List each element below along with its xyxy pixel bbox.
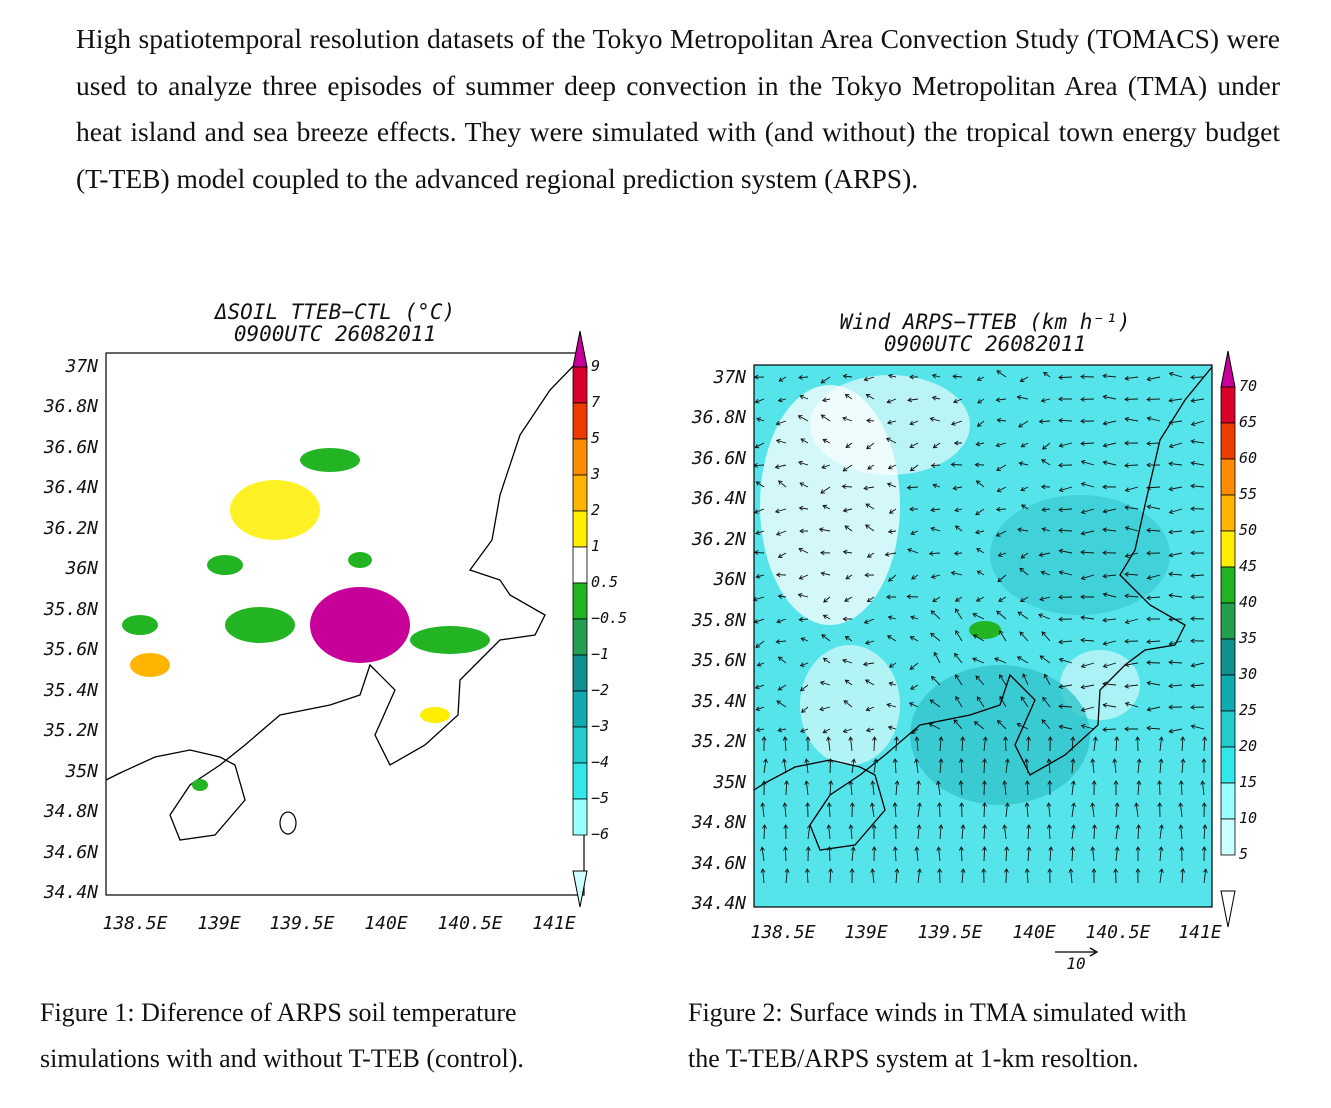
colorbar-label: 15 xyxy=(1239,773,1258,791)
figure-1-y-tick: 35.8N xyxy=(43,599,98,620)
wind-vector xyxy=(764,825,765,839)
figure-1-y-tick: 34.8N xyxy=(43,801,98,822)
colorbar-label: 40 xyxy=(1239,593,1258,611)
colorbar-segment xyxy=(573,403,587,439)
figure-2-y-tick: 36N xyxy=(713,569,746,590)
figure-2-x-tick: 139E xyxy=(844,922,888,943)
figure-1-y-tick: 36.6N xyxy=(43,437,98,458)
colorbar-label: −5 xyxy=(591,789,610,807)
figure-2-y-tick: 35.4N xyxy=(691,691,746,712)
colorbar-label: 20 xyxy=(1239,737,1258,755)
wind-vector xyxy=(939,803,940,817)
colorbar-segment xyxy=(1221,783,1235,819)
colorbar-segment xyxy=(1221,603,1235,639)
colorbar-segment xyxy=(573,475,587,511)
colorbar-segment xyxy=(1221,423,1235,459)
figure-2-caption-line-1: Figure 2: Surface winds in TMA simulated with xyxy=(688,998,1187,1027)
colorbar-label: 55 xyxy=(1239,485,1258,503)
wind-vector xyxy=(1159,781,1160,795)
colorbar-segment xyxy=(573,655,587,691)
figure-2-plot xyxy=(680,305,1300,975)
figure-1-y-tick: 35N xyxy=(65,761,98,782)
colorbar-label: 1 xyxy=(591,537,601,555)
colorbar-segment xyxy=(1221,639,1235,675)
colorbar-label: 50 xyxy=(1239,521,1258,539)
figure-1-plot xyxy=(30,295,650,945)
figure-1-y-tick: 36.8N xyxy=(43,396,98,417)
figure-1-colorbar xyxy=(573,331,627,907)
colorbar-label: 10 xyxy=(1239,809,1258,827)
colorbar-segment xyxy=(1221,387,1235,423)
colorbar-label: 0.5 xyxy=(591,573,619,591)
figure-1 xyxy=(30,295,650,945)
figure-2-reference-vector-label: 10 xyxy=(1066,954,1086,973)
colorbar-label: 70 xyxy=(1239,377,1258,395)
colorbar-label: 7 xyxy=(591,393,601,411)
colorbar-label: 60 xyxy=(1239,449,1258,467)
figure-1-subtitle: 0900UTC 26082011 xyxy=(233,322,437,346)
figure-2-y-tick: 36.4N xyxy=(691,488,746,509)
figure-2-x-tick: 140.5E xyxy=(1085,922,1151,943)
figure-2-y-tick: 37N xyxy=(713,367,746,388)
figure-1-y-tick: 36.4N xyxy=(43,477,98,498)
figure-1-y-tick: 36N xyxy=(65,558,98,579)
colorbar-segment xyxy=(1221,531,1235,567)
figure-2-title: Wind ARPS−TTEB (km h⁻¹) xyxy=(839,310,1131,334)
figure-2-y-tick: 36.8N xyxy=(691,407,746,428)
figure-1-x-tick: 140.5E xyxy=(437,913,503,934)
colorbar-segment xyxy=(573,619,587,655)
colorbar-segment xyxy=(1221,747,1235,783)
wind-vector xyxy=(984,781,985,795)
colorbar-label: 9 xyxy=(591,357,601,375)
figure-2-y-tick: 35.6N xyxy=(691,650,746,671)
figure-2-y-tick: 36.6N xyxy=(691,448,746,469)
figure-2-caption xyxy=(688,990,1187,1082)
colorbar-bottom-triangle xyxy=(1221,891,1235,927)
figure-2-y-tick: 35N xyxy=(713,772,746,793)
colorbar-segment xyxy=(573,727,587,763)
figure-2-x-tick: 139.5E xyxy=(917,922,983,943)
colorbar-label: 5 xyxy=(591,429,601,447)
colorbar-segment xyxy=(573,763,587,799)
abstract-text: High spatiotemporal resolution datasets of the Tokyo Metropolitan Area Convection Study (TOMACS) were used to analyze three episodes of summer deep convection in the Tokyo Metropolitan Area (TMA) under heat island and sea breeze effects. They were simulated with (and without) the tropical town energy budget (T-TEB) model coupled to the advanced regional prediction system (ARPS). xyxy=(76,23,1280,194)
figure-1-y-tick: 34.4N xyxy=(43,882,98,903)
figure-2 xyxy=(680,305,1300,975)
colorbar-label: 2 xyxy=(591,501,601,519)
colorbar-label: −0.5 xyxy=(591,609,628,627)
colorbar-segment xyxy=(573,439,587,475)
colorbar-label: −6 xyxy=(591,825,610,843)
figure-1-caption xyxy=(40,990,524,1082)
colorbar-top-triangle xyxy=(573,331,587,367)
figure-1-y-tick: 35.6N xyxy=(43,639,98,660)
colorbar-label: 3 xyxy=(591,465,601,483)
wind-vector xyxy=(984,847,985,861)
figure-1-x-tick: 138.5E xyxy=(102,913,168,934)
colorbar-segment xyxy=(1221,495,1235,531)
colorbar-label: −2 xyxy=(591,681,610,699)
wind-vector xyxy=(1147,662,1160,663)
figure-1-x-tick: 141E xyxy=(532,913,576,934)
colorbar-segment xyxy=(573,511,587,547)
figure-1-y-axis xyxy=(43,356,98,903)
figure-2-y-tick: 36.2N xyxy=(691,529,746,550)
colorbar-segment xyxy=(1221,459,1235,495)
colorbar-segment xyxy=(573,583,587,619)
figure-1-caption-line-2: simulations with and without T-TEB (control). xyxy=(40,1044,524,1073)
figure-2-y-tick: 35.2N xyxy=(691,731,746,752)
wind-vector xyxy=(1006,869,1007,883)
colorbar-label: −1 xyxy=(591,645,610,663)
figure-2-caption-line-2: the T-TEB/ARPS system at 1-km resoltion. xyxy=(688,1044,1139,1073)
wind-vector xyxy=(874,737,875,751)
figure-2-y-tick: 34.8N xyxy=(691,812,746,833)
figure-1-x-tick: 139E xyxy=(197,913,241,934)
colorbar-label: 25 xyxy=(1239,701,1258,719)
figure-2-y-tick: 34.4N xyxy=(691,893,746,914)
colorbar-label: 35 xyxy=(1239,629,1258,647)
figure-1-y-tick: 37N xyxy=(65,356,98,377)
figure-2-y-tick: 35.8N xyxy=(691,610,746,631)
figure-2-y-tick: 34.6N xyxy=(691,853,746,874)
colorbar-segment xyxy=(1221,675,1235,711)
colorbar-segment xyxy=(1221,567,1235,603)
colorbar-segment xyxy=(573,367,587,403)
figure-1-y-tick: 34.6N xyxy=(43,842,98,863)
wind-vector xyxy=(1059,377,1072,378)
figure-1-y-tick: 35.4N xyxy=(43,680,98,701)
colorbar-label: −3 xyxy=(591,717,610,735)
colorbar-segment xyxy=(573,799,587,835)
figure-2-x-tick: 140E xyxy=(1012,922,1056,943)
figure-2-y-axis xyxy=(691,367,746,914)
colorbar-label: 30 xyxy=(1239,665,1258,683)
colorbar-segment xyxy=(1221,711,1235,747)
figure-1-x-tick: 139.5E xyxy=(269,913,335,934)
colorbar-label: 65 xyxy=(1239,413,1258,431)
colorbar-label: 5 xyxy=(1239,845,1249,863)
colorbar-label: −4 xyxy=(591,753,610,771)
figure-2-x-tick: 141E xyxy=(1178,922,1222,943)
figure-1-title: ΔSOIL TTEB−CTL (°C) xyxy=(214,300,456,324)
colorbar-top-triangle xyxy=(1221,351,1235,387)
figure-1-x-tick: 140E xyxy=(364,913,408,934)
wind-vector xyxy=(1094,825,1095,839)
figure-1-caption-line-1: Figure 1: Diference of ARPS soil temperature xyxy=(40,998,517,1027)
wind-vector xyxy=(830,759,831,773)
figure-2-x-axis xyxy=(750,922,1221,943)
colorbar-segment xyxy=(1221,819,1235,855)
figure-1-y-tick: 36.2N xyxy=(43,518,98,539)
wind-vector xyxy=(951,464,962,465)
wind-vector xyxy=(1005,737,1006,751)
colorbar-segment xyxy=(573,691,587,727)
figure-2-subtitle: 0900UTC 26082011 xyxy=(883,332,1087,356)
figure-1-y-tick: 35.2N xyxy=(43,720,98,741)
figure-1-x-axis xyxy=(102,913,575,934)
figure-2-x-tick: 138.5E xyxy=(750,922,816,943)
figure-2-colorbar xyxy=(1221,351,1257,927)
colorbar-label: 45 xyxy=(1239,557,1258,575)
colorbar-segment xyxy=(573,547,587,583)
